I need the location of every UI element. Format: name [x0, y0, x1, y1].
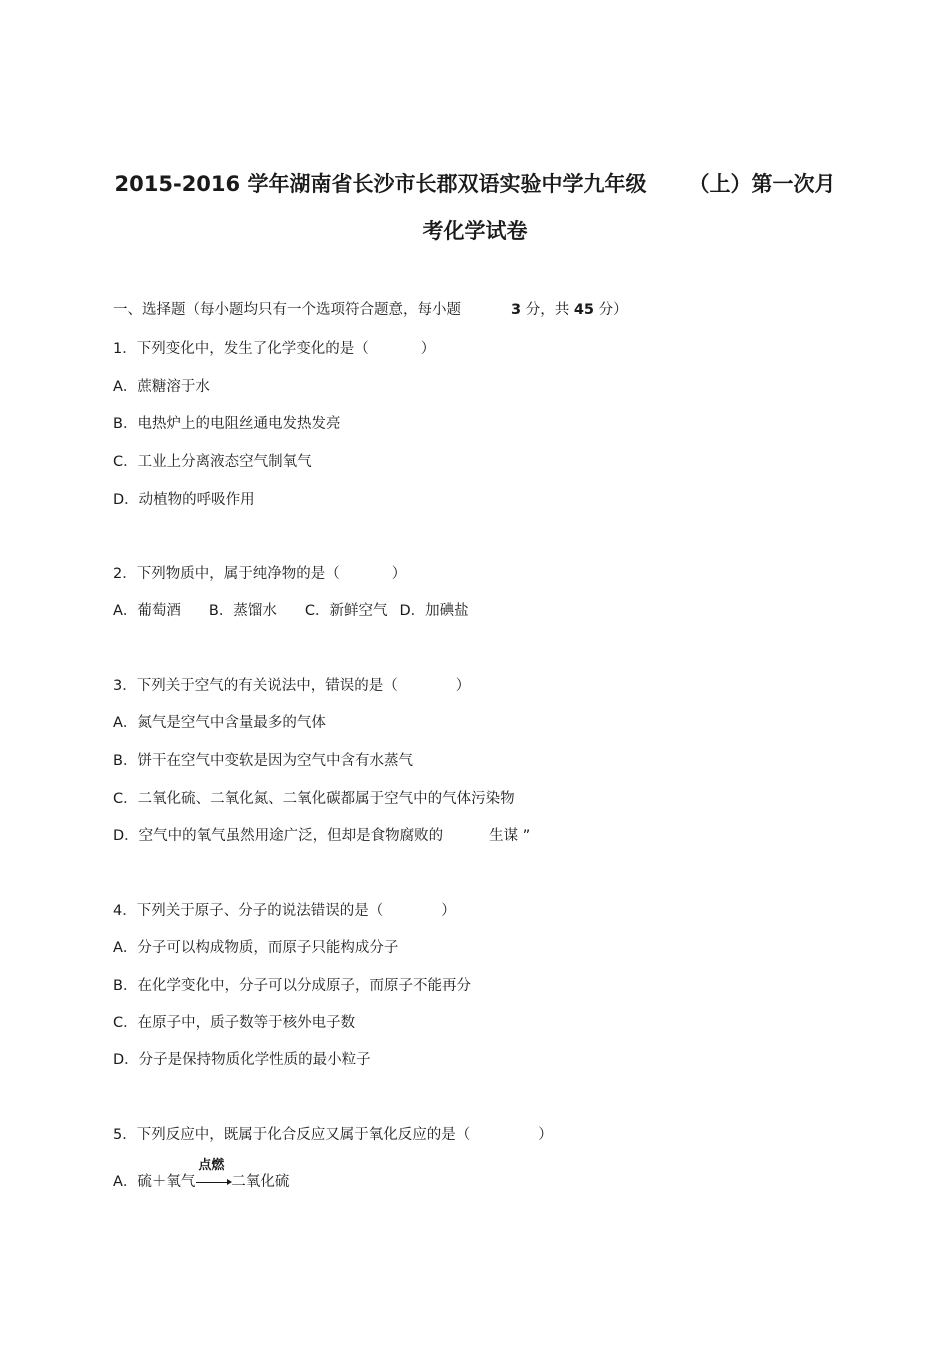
question-2-option-b: B．蒸馏水 [208, 603, 277, 619]
question-1-option-d: D．动植物的呼吸作用 [113, 492, 255, 508]
question-4-stem: 4．下列关于原子、分子的说法错误的是（ ） [113, 903, 456, 919]
question-3-option-c: C．二氧化硫、二氧化氮、二氧化碳都属于空气中的气体污染物 [113, 791, 515, 807]
section-header: 一、选择题（每小题均只有一个选项符合题意，每小题 3 分，共 45 分） [113, 302, 628, 318]
question-3-option-d: D．空气中的氧气虽然用途广泛，但却是食物腐败的 生谋 ” [113, 828, 531, 844]
question-2-option-c: C．新鲜空气 [304, 603, 388, 619]
reaction-condition: 点燃 [198, 1158, 225, 1173]
reaction-arrow-icon [196, 1158, 230, 1189]
question-1-option-b: B．电热炉上的电阻丝通电发热发亮 [113, 416, 341, 432]
question-2-option-d: D．加碘盐 [399, 603, 469, 619]
question-2-options [113, 599, 469, 620]
exam-title-line2: 考化学试卷 [422, 219, 528, 243]
question-1-option-c: C．工业上分离液态空气制氧气 [113, 454, 312, 470]
exam-title-line1 [0, 168, 950, 198]
question-1-stem: 1．下列变化中，发生了化学变化的是（ ） [113, 341, 436, 357]
question-5-option-a: A．硫＋氧气 点燃 二氧化硫 [113, 1170, 289, 1191]
question-3-option-a: A．氮气是空气中含量最多的气体 [113, 715, 326, 731]
title-part1: 2015-2016 学年湖南省长沙市长郡双语实验中学九年级 [114, 172, 647, 196]
title-part2: （上）第一次月 [688, 172, 836, 196]
question-5-stem: 5．下列反应中，既属于化合反应又属于氧化反应的是（ ） [113, 1127, 553, 1143]
question-4-option-b: B．在化学变化中，分子可以分成原子，而原子不能再分 [113, 978, 471, 994]
question-4-option-c: C．在原子中，质子数等于核外电子数 [113, 1015, 356, 1031]
question-1-option-a: A．蔗糖溶于水 [113, 379, 210, 395]
question-4-option-a: A．分子可以构成物质，而原子只能构成分子 [113, 940, 399, 956]
question-4-option-d: D．分子是保持物质化学性质的最小粒子 [113, 1052, 371, 1068]
question-3-option-b: B．饼干在空气中变软是因为空气中含有水蒸气 [113, 753, 413, 769]
question-2-stem: 2．下列物质中，属于纯净物的是（ ） [113, 566, 407, 582]
question-3-stem: 3．下列关于空气的有关说法中，错误的是（ ） [113, 678, 471, 694]
question-2-option-a: A．葡萄酒 [113, 603, 181, 619]
